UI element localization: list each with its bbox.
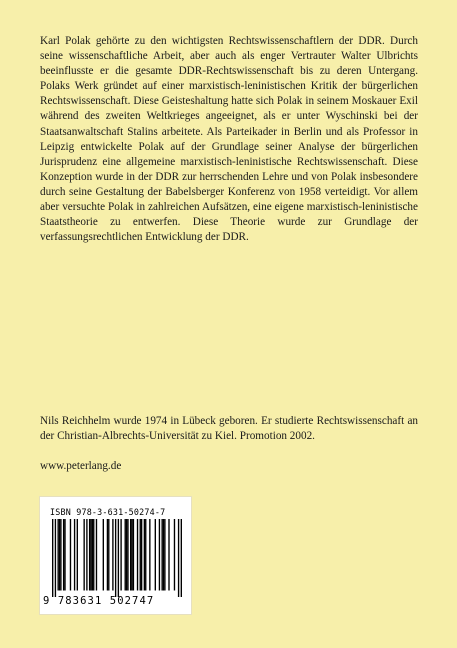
barcode-bar	[59, 519, 60, 591]
barcode-bar	[115, 519, 116, 597]
barcode-bar	[92, 519, 93, 591]
barcode-bar	[168, 519, 169, 591]
barcode-bar	[90, 519, 91, 591]
barcode-bar	[83, 519, 84, 591]
barcode-bar	[131, 519, 132, 591]
barcode-bar	[57, 519, 58, 591]
barcode-bar	[60, 519, 61, 591]
barcode-bar	[77, 519, 78, 591]
barcode-bar	[137, 519, 138, 591]
isbn-barcode	[39, 496, 192, 615]
barcode-bar	[125, 519, 126, 591]
barcode-bar	[86, 519, 87, 591]
publisher-website[interactable]: www.peterlang.de	[40, 460, 122, 472]
barcode-bar	[70, 519, 71, 591]
barcode-bar	[107, 519, 108, 591]
barcode-bar	[164, 519, 165, 591]
ean-digits: 9 783631 502747	[43, 595, 155, 607]
barcode-bar	[103, 519, 104, 591]
barcode-bar	[126, 519, 127, 591]
barcode-bar	[163, 519, 164, 591]
barcode-bar	[127, 519, 128, 591]
barcode-bar	[112, 519, 113, 591]
barcode-bar	[93, 519, 94, 591]
barcode-bar	[118, 519, 119, 597]
barcode-bar	[159, 519, 160, 591]
barcode-bar	[55, 519, 56, 597]
barcode-bar	[63, 519, 64, 591]
barcode-bar	[89, 519, 90, 591]
isbn-label: ISBN 978-3-631-50274-7	[50, 507, 166, 517]
author-bio: Nils Reichhelm wurde 1974 in Lübeck geboren. Er studierte Rechtswissenschaft an der Christian-Albrechts-Universität zu Kiel. Promotion 2002.	[40, 415, 418, 443]
barcode-bar	[130, 519, 131, 591]
barcode-bars	[52, 519, 182, 597]
barcode-bar	[144, 519, 145, 591]
barcode-bar	[52, 519, 53, 597]
barcode-bar	[64, 519, 65, 591]
back-cover-blurb: Karl Polak gehörte zu den wichtigsten Rechtswissenschaftlern der DDR. Durch seine wissenschaftliche Arbeit, aber auch als enger Vertrauter Walter Ulbrichts beeinflusste er die gesamte DDR-Rechtswissenschaft bis zu deren Untergang. Polaks Werk gründet auf einer marxistisch-leninistischen Kritik der bürgerlichen Rechtswissenschaft. Diese Geisteshaltung hatte sich Polak in seinem Moskauer Exil während des zweiten Weltkrieges angeeignet, als er unter Wyschinski bei der Staatsanwaltschaft Stalins arbeitete. Als Parteikader in Berlin und als Professor in Leipzig entwickelte Polak auf der Grundlage seiner Analyse der bürgerlichen Jurisprudenz eine allgemeine marxistisch-leninistische Rechtswissenschaft. Diese Konzeption wurde in der DDR zur herrschenden Lehre und von Polak insbesondere durch seine Gestaltung der Babelsberger Konferenz von 1958 verteidigt. Vor allem aber versuchte Polak in zahlreichen Aufsätzen, eine eigene marxistisch-leninistische Staatstheorie zu entwerfen. Diese Theorie wurde zur Grundlage der verfassungsrechtlichen Entwicklung der DDR.	[40, 35, 418, 244]
barcode-bar	[74, 519, 75, 591]
barcode-bar	[133, 519, 134, 591]
barcode-bar	[161, 519, 162, 591]
barcode-bar	[108, 519, 109, 591]
barcode-bar	[149, 519, 150, 591]
barcode-bar	[145, 519, 146, 591]
barcode-bar	[181, 519, 182, 597]
barcode-bar	[120, 519, 121, 591]
barcode-bar	[96, 519, 97, 591]
barcode-bar	[155, 519, 156, 591]
barcode-bar	[140, 519, 141, 591]
barcode-bar	[141, 519, 142, 591]
barcode-bar	[178, 519, 179, 597]
barcode-bar	[174, 519, 175, 591]
